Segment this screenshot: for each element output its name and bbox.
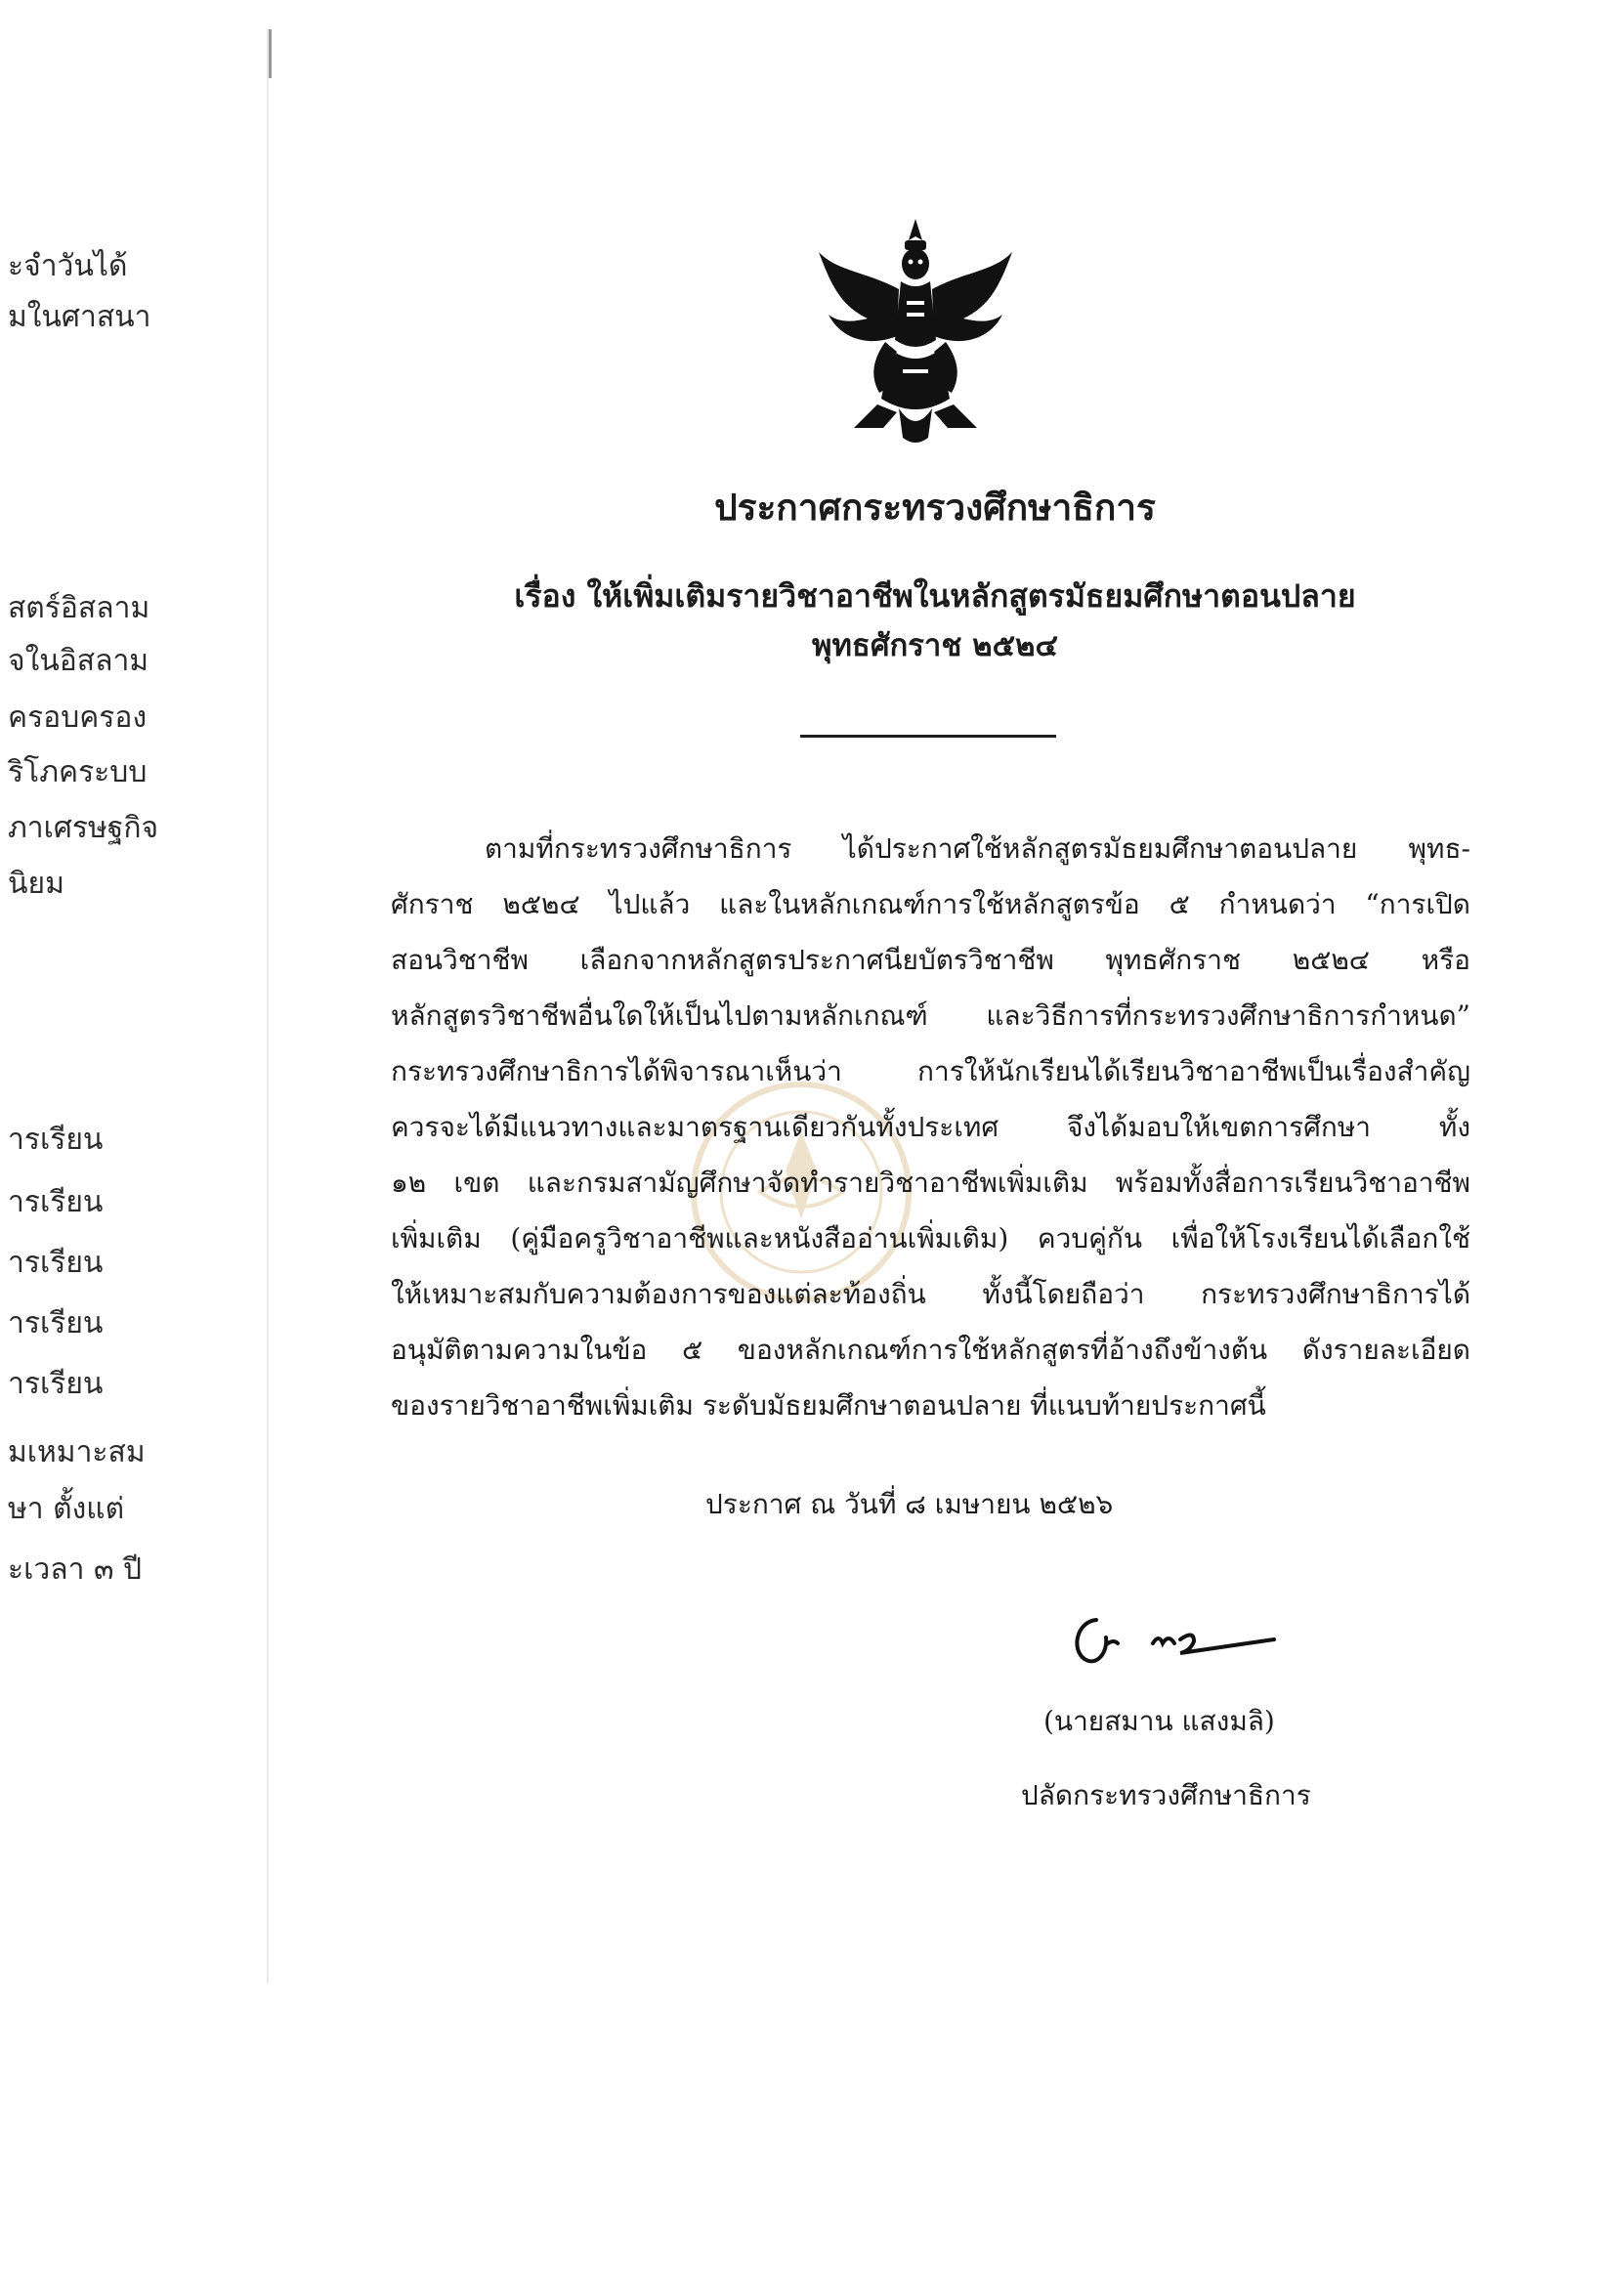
- announcement-title: ประกาศกระทรวงศึกษาธิการ: [714, 487, 1156, 529]
- body-line: ตามที่กระทรวงศึกษาธิการ ได้ประกาศใช้หลักสูตรมัธยมศึกษาตอนปลาย พุทธ-: [485, 832, 1470, 865]
- scan-mark: [269, 29, 272, 78]
- signature-icon: [1063, 1600, 1288, 1679]
- body-line: ให้เหมาะสมกับความต้องการของแต่ละท้องถิ่น ทั้งนี้โดยถือว่า กระทรวงศึกษาธิการได้: [391, 1278, 1470, 1310]
- body-line: ศักราช ๒๕๒๔ ไปแล้ว และในหลักเกณฑ์การใช้หลักสูตรข้อ ๕ กำหนดว่า “การเปิด: [391, 888, 1470, 920]
- bleed-line: ารเรียน: [8, 1367, 104, 1401]
- bleed-line: ริโภคระบบ: [8, 755, 148, 789]
- fold-line: [267, 29, 269, 1983]
- bleed-line: ารเรียน: [8, 1185, 104, 1219]
- bleed-line: นิยม: [8, 867, 64, 901]
- body-line: กระทรวงศึกษาธิการได้พิจารณาเห็นว่า การให้นักเรียนได้เรียนวิชาอาชีพเป็นเรื่องสำคัญ: [391, 1055, 1470, 1087]
- body-line: สอนวิชาชีพ เลือกจากหลักสูตรประกาศนียบัตรวิชาชีพ พุทธศักราช ๒๕๒๔ หรือ: [391, 944, 1470, 976]
- body-line: ๑๒ เขต และกรมสามัญศึกษาจัดทำรายวิชาอาชีพเพิ่มเติม พร้อมทั้งสื่อการเรียนวิชาอาชีพ: [391, 1167, 1470, 1199]
- body-line: หลักสูตรวิชาชีพอื่นใดให้เป็นไปตามหลักเกณฑ์ และวิธีการที่กระทรวงศึกษาธิการกำหนด”: [391, 999, 1470, 1032]
- signatory-position: ปลัดกระทรวงศึกษาธิการ: [1021, 1779, 1311, 1811]
- body-line: ควรจะได้มีแนวทางและมาตรฐานเดียวกันทั้งประเทศ จึงได้มอบให้เขตการศึกษา ทั้ง: [391, 1111, 1470, 1143]
- bleed-line: สตร์อิสลาม: [8, 591, 150, 625]
- bleed-line: ภาเศรษฐกิจ: [8, 811, 159, 845]
- bleed-line: ารเรียน: [8, 1306, 104, 1340]
- bleed-line: ครอบครอง: [8, 701, 148, 735]
- bleed-line: ารเรียน: [8, 1246, 104, 1280]
- bleed-line: ารเรียน: [8, 1123, 104, 1157]
- announcement-date: ประกาศ ณ วันที่ ๘ เมษายน ๒๕๒๖: [705, 1488, 1114, 1520]
- garuda-emblem-icon: [813, 213, 1018, 447]
- announcement-era: พุทธศักราช ๒๕๒๔: [812, 628, 1058, 663]
- bleed-line: มเหมาะสม: [8, 1435, 146, 1469]
- bleed-line: ะเวลา ๓ ปี: [8, 1552, 143, 1587]
- bleed-line: ษา ตั้งแต่: [8, 1492, 125, 1526]
- announcement-subject: เรื่อง ให้เพิ่มเติมรายวิชาอาชีพในหลักสูตรมัธยมศึกษาตอนปลาย: [514, 577, 1356, 615]
- bleed-line: มในศาสนา: [8, 300, 151, 334]
- body-line: อนุมัติตามความในข้อ ๕ ของหลักเกณฑ์การใช้หลักสูตรที่อ้างถึงข้างต้น ดังรายละเอียด: [391, 1334, 1470, 1366]
- announcement-body: [391, 821, 1470, 1433]
- signatory-name: (นายสมาน แสงมลิ): [1043, 1705, 1275, 1737]
- title-divider: [800, 735, 1056, 738]
- bleed-line: ะจำวันได้: [8, 249, 128, 283]
- body-line: ของรายวิชาอาชีพเพิ่มเติม ระดับมัธยมศึกษาตอนปลาย ที่แนบท้ายประกาศนี้: [391, 1389, 1266, 1422]
- bleed-line: จในอิสลาม: [8, 644, 149, 678]
- body-line: เพิ่มเติม (คู่มือครูวิชาอาชีพและหนังสืออ่านเพิ่มเติม) ควบคู่กัน เพื่อให้โรงเรียนได้เลือกใช้: [391, 1222, 1470, 1254]
